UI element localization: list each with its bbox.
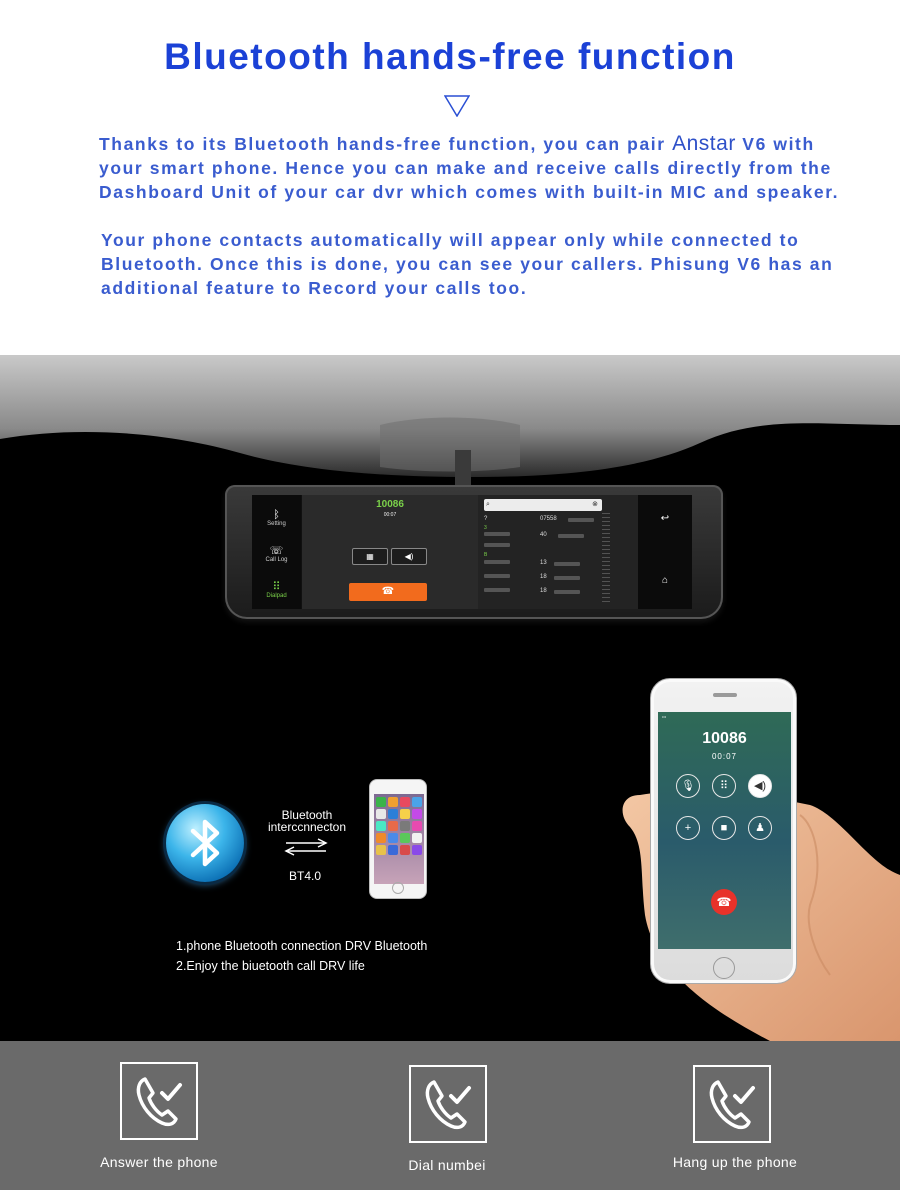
keypad-icon: ▦ <box>366 552 374 561</box>
contact-index-letter: 3 <box>484 525 487 531</box>
phone-call-timer: 00:07 <box>711 752 738 761</box>
home-button[interactable] <box>713 957 735 979</box>
contact-row[interactable] <box>484 543 594 549</box>
contact-row[interactable]: 13 <box>484 560 594 566</box>
intro-paragraph-1: Thanks to its Bluetooth hands-free function, you can pair Anstar V6 with your smart phone. Hence you can make and receive calls directly from the Dashboard Unit of your car dvr which comes with built-in MIC and speaker. <box>99 132 840 202</box>
speaker-icon: ◀) <box>753 780 767 792</box>
smartphone-illustration <box>369 779 427 899</box>
rearview-mirror-dvr <box>225 485 723 619</box>
exchange-arrows-icon <box>284 837 328 857</box>
phone-call-screen <box>658 712 791 949</box>
hangup-icon: ☎ <box>716 895 732 909</box>
dial-number-icon-box <box>409 1065 487 1143</box>
phone-check-icon <box>131 1073 187 1129</box>
alphabet-index-bar[interactable] <box>602 513 610 605</box>
keypad-button[interactable] <box>712 774 736 798</box>
dvr-menu-setting[interactable]: ᛒ Setting <box>252 509 301 527</box>
add-icon: + <box>684 822 692 834</box>
dvr-left-menu <box>252 495 301 609</box>
smartphone-in-hand <box>650 678 797 984</box>
dvr-right-nav <box>638 495 692 609</box>
contact-row[interactable]: 18 <box>484 588 594 594</box>
down-triangle-icon <box>444 95 470 117</box>
contact-row[interactable]: 40 <box>484 532 594 538</box>
home-icon[interactable]: ⌂ <box>661 575 669 586</box>
mute-button[interactable] <box>676 774 700 798</box>
dvr-call-number: 10086 <box>376 499 404 510</box>
phone-check-icon <box>420 1076 476 1132</box>
step-2-text: 2.Enjoy the biuetooth call DRV life <box>176 959 365 973</box>
intro-paragraph-2: Your phone contacts automatically will appear only while connected to Bluetooth. Once this is done, you can see your callers. Phisung V6 has an additional feature to Record your calls too. <box>101 230 834 298</box>
dvr-hangup-button[interactable] <box>349 583 427 601</box>
speaker-button[interactable] <box>748 774 772 798</box>
video-call-button[interactable] <box>712 816 736 840</box>
dvr-contacts-panel <box>478 495 638 609</box>
speaker-icon: ◀) <box>404 552 414 561</box>
dvr-screen <box>252 495 692 609</box>
hangup-icon: ☎ <box>381 586 395 597</box>
brand-name: Anstar <box>672 132 736 155</box>
video-icon: ■ <box>720 822 728 834</box>
clear-icon[interactable]: ⊗ <box>592 501 598 508</box>
feature-label-dial: Dial numbei <box>408 1157 486 1173</box>
bluetooth-logo <box>166 804 244 882</box>
call-log-icon: ☏ <box>269 545 284 557</box>
contact-icon: ♟ <box>755 822 765 834</box>
step-1-text: 1.phone Bluetooth connection DRV Bluetooth <box>176 939 428 953</box>
bluetooth-icon: ᛒ <box>273 509 280 521</box>
hang-up-icon-box <box>693 1065 771 1143</box>
feature-label-hangup: Hang up the phone <box>672 1154 798 1170</box>
contact-row[interactable]: ? 07558 <box>484 516 594 522</box>
feature-label-answer: Answer the phone <box>100 1154 218 1170</box>
answer-phone-icon-box <box>120 1062 198 1140</box>
contact-row[interactable]: 18 <box>484 574 594 580</box>
dvr-call-timer: 00:07 <box>383 512 397 518</box>
keypad-icon: ⠿ <box>719 780 729 792</box>
contact-index-letter: B <box>484 552 488 558</box>
dvr-menu-dialpad[interactable]: ⠿ Dialpad <box>252 581 301 599</box>
dvr-contact-search[interactable] <box>484 499 602 511</box>
product-scene <box>0 355 900 1041</box>
dialpad-icon: ⠿ <box>272 581 281 593</box>
dvr-speaker-button[interactable] <box>391 548 427 565</box>
status-bar: ••• <box>662 714 667 719</box>
phone-call-number: 10086 <box>702 730 747 747</box>
phone-hangup-button[interactable] <box>711 889 737 915</box>
phone-check-icon <box>704 1076 760 1132</box>
dvr-menu-call-log[interactable]: ☏ Call Log <box>252 545 301 563</box>
contacts-button[interactable] <box>748 816 772 840</box>
bluetooth-version: BT4.0 <box>288 869 321 883</box>
add-call-button[interactable] <box>676 816 700 840</box>
connection-label: Bluetooth interccnnecton <box>267 808 347 834</box>
search-icon: ⌕ <box>486 501 490 508</box>
mute-icon: 🎙 <box>681 780 695 792</box>
intro-section <box>0 0 900 355</box>
dvr-keypad-button[interactable] <box>352 548 388 565</box>
car-roof-image <box>0 355 900 495</box>
back-icon[interactable]: ↩ <box>660 513 670 524</box>
features-band <box>0 1041 900 1190</box>
page-title: Bluetooth hands-free function <box>164 36 736 77</box>
dvr-call-panel <box>302 495 478 609</box>
bluetooth-icon <box>166 804 244 882</box>
